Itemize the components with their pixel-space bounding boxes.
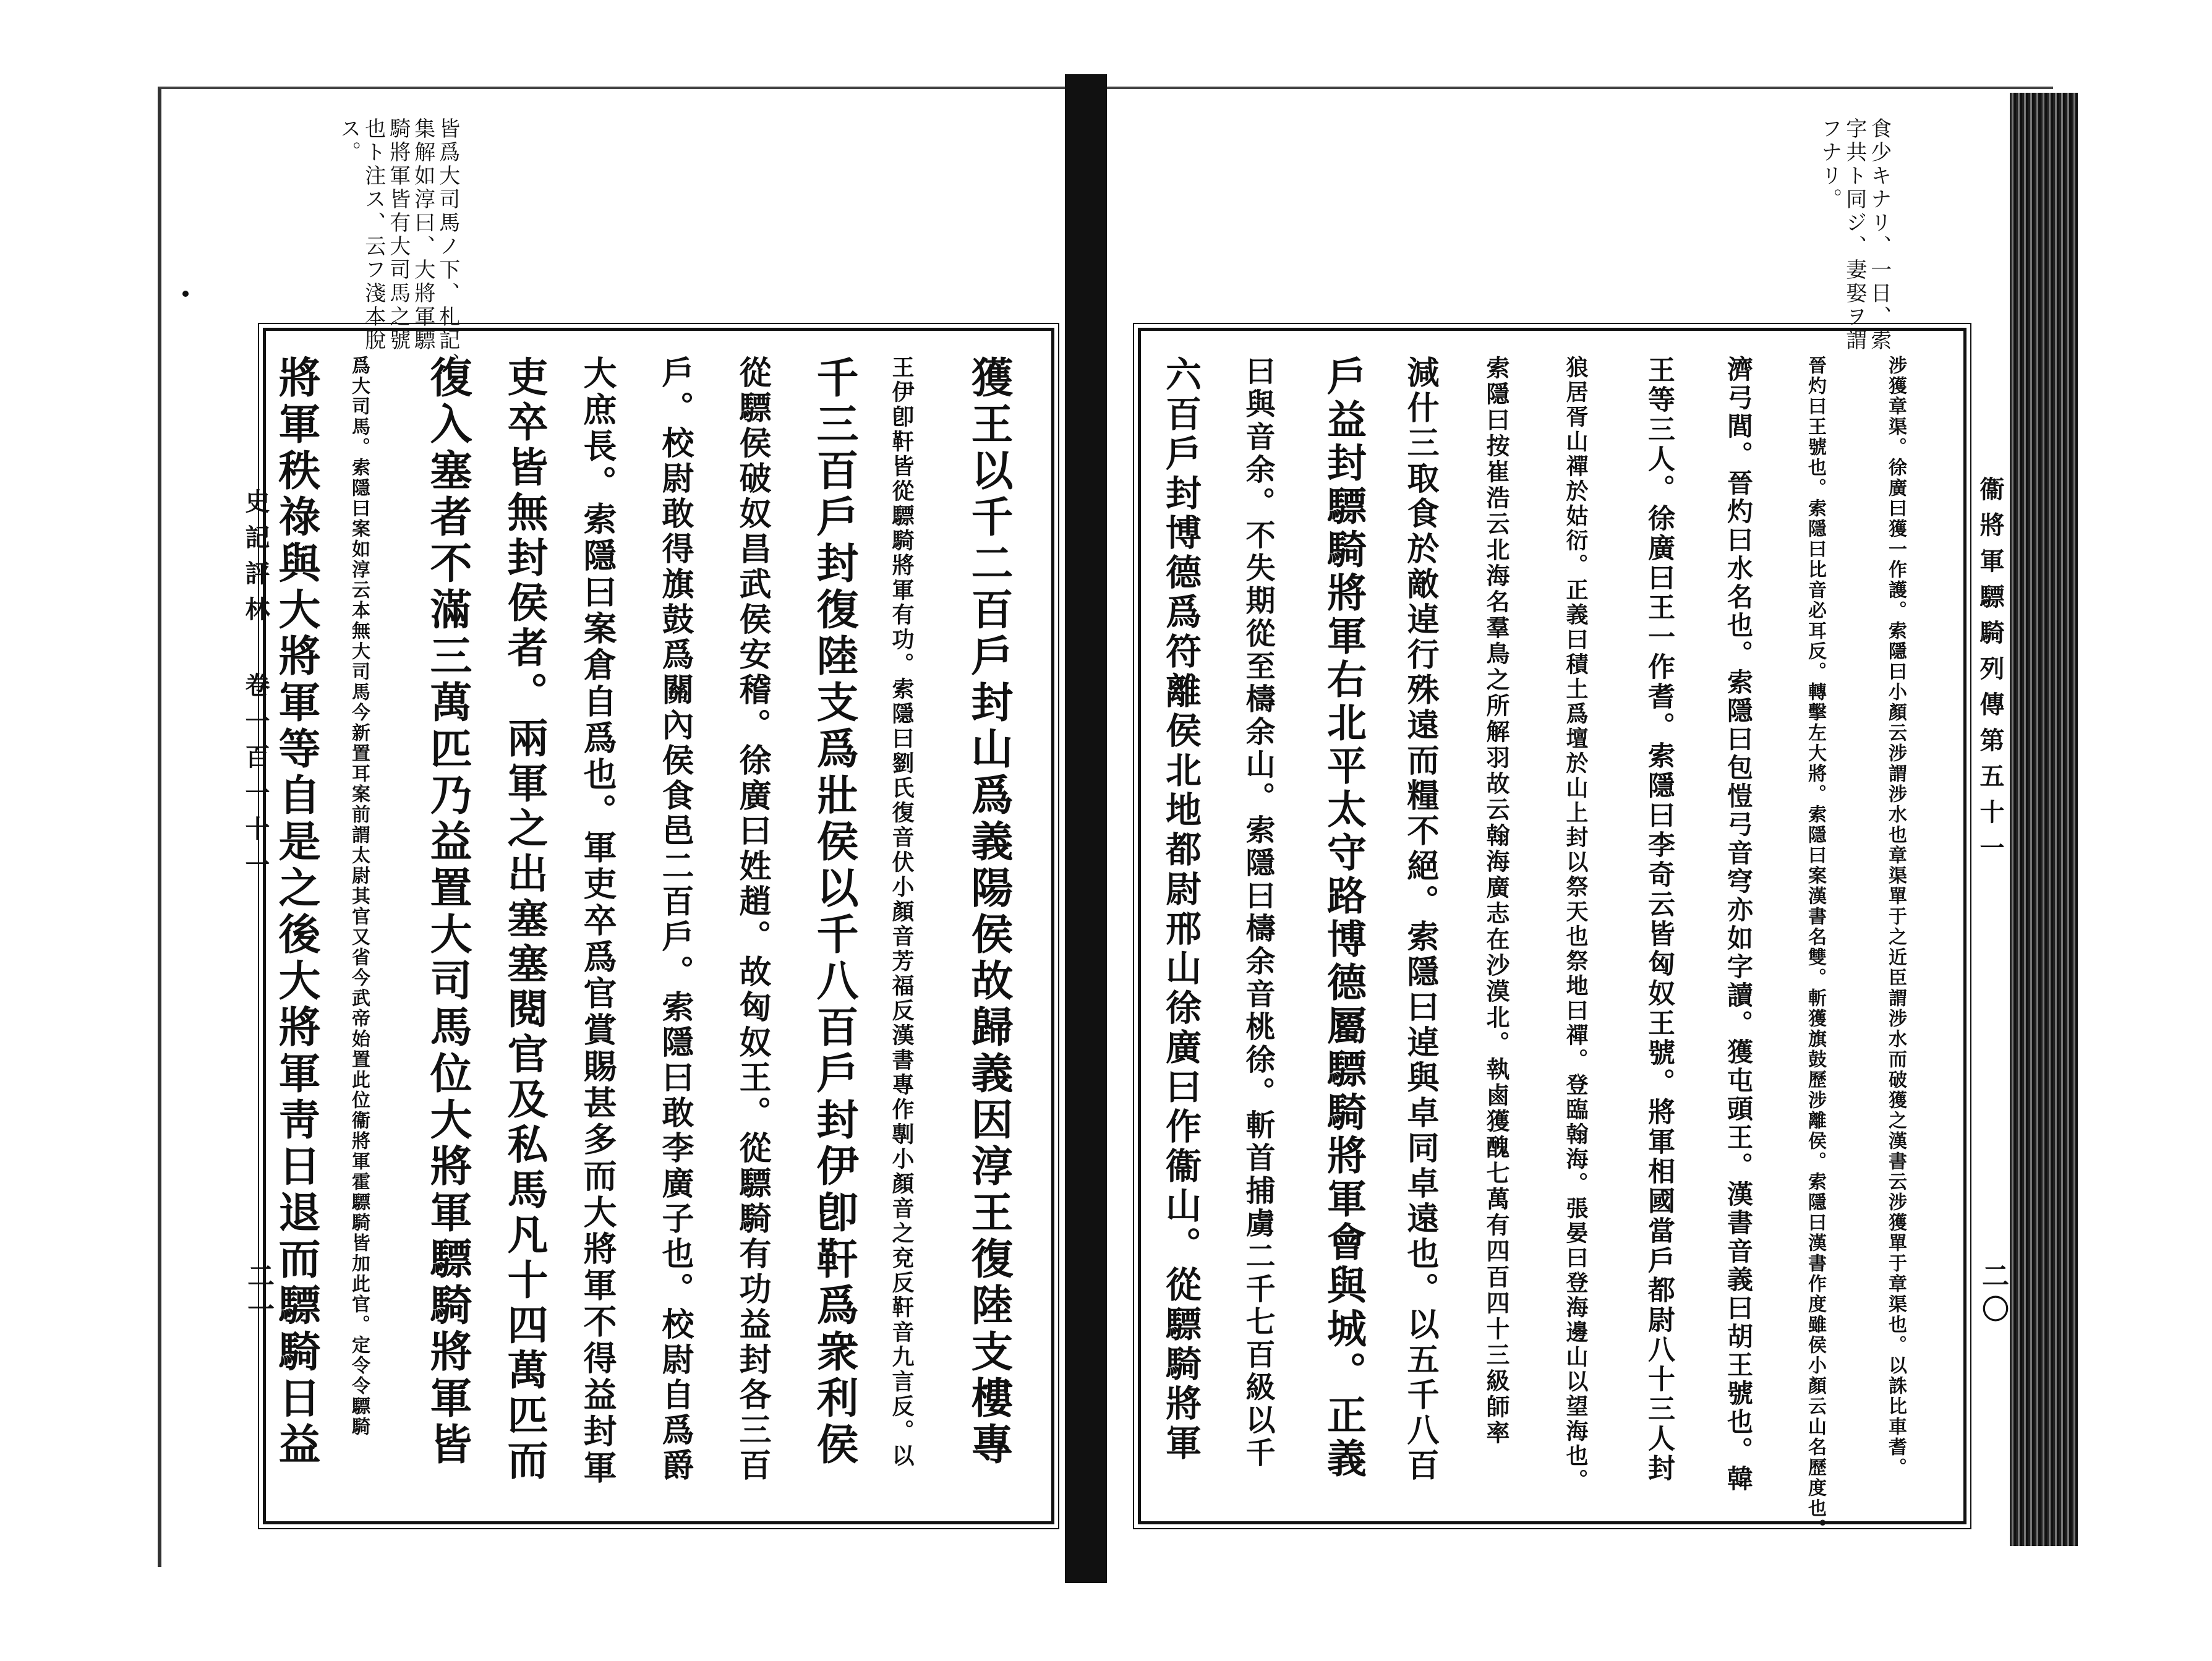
right-top-note-col-3: フナリ。 — [1817, 117, 1842, 211]
scan-speck — [182, 291, 189, 297]
left-top-note-col-3: 騎將軍皆有大司馬之號 — [385, 117, 411, 352]
right-column-10: 六百戶封博德爲符離侯北地都尉邢山徐廣曰作衞山。從驃騎將軍 — [1159, 356, 1202, 1464]
running-header: 衞將軍驃騎列傳第五十一 — [1976, 476, 2005, 871]
left-column-9: 爲大司馬。索隱曰案如淳云本無大司馬今新置耳案前謂太尉其官又省今武帝始置此位衞將軍霍驃騎皆加此官。定令令驃騎 — [348, 356, 370, 1437]
right-column-8: 戶益封驃騎將軍右北平太守路博德屬驃騎將軍會與城。正義 — [1320, 356, 1367, 1481]
left-top-note-col-4: 也ト注ス、云フ淺本脫 — [361, 117, 386, 352]
right-top-note-col-2: 字共ト同ジ、妻娶ヲ謂 — [1842, 117, 1867, 352]
left-column-3: 千三百戶封復陸支爲壯侯以千八百戶封伊卽靬爲衆利侯 — [809, 356, 859, 1469]
right-column-9: 曰與音余。不失期從至檮余山。索隱曰檮余音桃徐。斬首捕虜二千七百級以千 — [1241, 356, 1275, 1470]
right-column-4: 王等三人。徐廣曰王一作耆。索隱曰李奇云皆匈奴王號。將軍相國當戶都尉八十三人封 — [1643, 356, 1675, 1484]
left-column-10: 將軍秩祿與大將軍等自是之後大將軍靑日退而驃騎日益 — [271, 356, 321, 1469]
right-top-note-col-1: 食少キナリ、一日、索 — [1866, 117, 1892, 352]
right-column-5: 狼居胥山禪於姑衍。正義曰積土爲壇於山上封以祭天也祭地曰禪。登臨翰海。張晏曰登海邊山以望海也。 — [1563, 356, 1589, 1493]
right-column-3: 濟弓閭。晉灼曰水名也。索隱曰包愷弓音穹亦如字讀。獲屯頭王。漢書音義曰胡王號也。韓 — [1723, 356, 1754, 1493]
left-column-4: 從驃侯破奴昌武侯安稽。徐廣曰姓趙。故匈奴王。從驃騎有功益封各三百 — [733, 356, 771, 1484]
left-column-7: 吏卒皆無封侯者。兩軍之出塞塞閱官及私馬凡十四萬匹而 — [500, 356, 549, 1484]
right-column-2: 晉灼曰王號也。索隱曰比音必耳反。轉擊左大將。索隱曰案漢書名雙。斬獲旗鼓歷涉離侯。索隱曰漢書作度雖侯小顏云山名歷度也。 — [1804, 356, 1826, 1539]
right-column-7: 減什三取食於敵逴行殊遠而糧不絕。索隱曰逴與卓同卓遠也。以五千八百 — [1401, 356, 1439, 1484]
right-column-1: 涉獲章渠。徐廣曰獲一作護。索隱曰小顏云涉謂涉水也章渠單于之近臣謂涉水而破獲之漢書云涉獲單于章渠也。以誅比車耆。 — [1885, 356, 1907, 1478]
left-footer-title: 史記評林 卷一百一十一 — [241, 489, 270, 887]
left-top-note-col-2: 集解如淳曰、大將軍驃 — [410, 117, 435, 352]
book-gutter — [1065, 74, 1107, 1583]
left-column-6: 大庶長。索隱曰案倉自爲也。軍吏卒爲官賞賜甚多而大將軍不得益封軍 — [578, 356, 618, 1487]
left-top-note-col-5: ス。 — [336, 117, 361, 164]
right-column-6: 索隱曰按崔浩云北海名羣鳥之所解羽故云翰海廣志在沙漠北。執鹵獲醜七萬有四百四十三級師率 — [1482, 356, 1510, 1446]
left-page-number: 二一 — [242, 1262, 274, 1328]
page-edge-stack — [2010, 93, 2078, 1546]
left-column-5: 戶。校尉敢得旗鼓爲關內侯食邑二百戶。索隱曰敢李廣子也。校尉自爲爵 — [656, 356, 694, 1484]
left-column-2: 王伊卽靬皆從驃騎將軍有功。索隱曰劉氏復音伏小顏音芳福反漢書專作剸小顏音之兗反靬音九言反。以 — [889, 356, 915, 1469]
right-page-number: 二〇 — [1977, 1262, 2009, 1328]
left-column-8: 復入塞者不滿三萬匹乃益置大司馬位大將軍驃騎將軍皆 — [423, 356, 472, 1469]
left-top-note-col-1: 皆爲大司馬ノ下、札記、 — [435, 117, 460, 376]
left-column-1: 獲王以千二百戶封山爲義陽侯故歸義因淳王復陸支樓專 — [964, 356, 1014, 1469]
